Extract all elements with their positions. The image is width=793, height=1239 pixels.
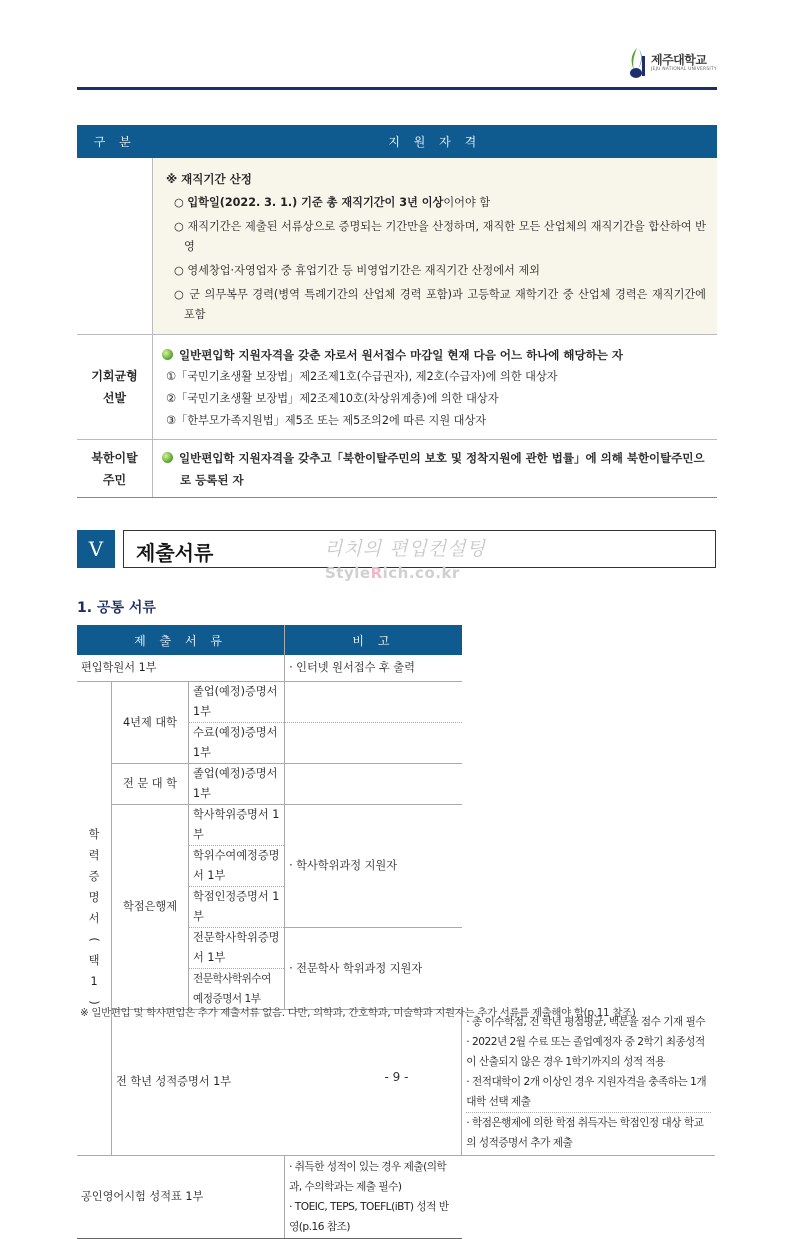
english-notes: · 취득한 성적이 있는 경우 제출(의학과, 수의학과는 제출 필수) · TOEIC, TEPS, TOEFL(iBT) 성적 반영(p.16 참조) bbox=[285, 1155, 462, 1238]
transcript-doc: 전 학년 성적증명서 1부 bbox=[112, 1010, 462, 1156]
col-header-remarks: 비 고 bbox=[285, 625, 462, 655]
tenure-item: ○ 영세창업·자영업자 중 휴업기간 등 비영업기간은 재직기간 산정에서 제외 bbox=[174, 264, 540, 277]
tenure-title: ※ 재직기간 산정 bbox=[166, 172, 252, 186]
application-note: · 인터넷 원서접수 후 출력 bbox=[285, 655, 462, 682]
cb-doc: 학점인정증명서 1부 bbox=[189, 887, 285, 928]
cb-note-bachelor: · 학사학위과정 지원자 bbox=[285, 805, 462, 928]
cb-note-associate: · 전문학사 학위과정 지원자 bbox=[285, 928, 462, 1010]
defector-main: 일반편입학 지원자격을 갖추고「북한이탈주민의 보호 및 정착지원에 관한 법률」에 의해 북한이탈주민으로 등록된 자 bbox=[162, 447, 706, 491]
section-title: 제출서류 bbox=[136, 541, 214, 565]
cb-doc: 전문학사학위수여예정증명서 1부 bbox=[189, 969, 285, 1010]
col-header-documents: 제 출 서 류 bbox=[77, 625, 285, 655]
category-opportunity: 기회균형 선발 bbox=[77, 335, 153, 440]
univ4-label: 4년제 대학 bbox=[112, 682, 189, 764]
complete-cert: 수료(예정)증명서 1부 bbox=[189, 723, 285, 764]
application-form: 편입학원서 1부 bbox=[77, 655, 285, 682]
college-label: 전 문 대 학 bbox=[112, 764, 189, 805]
empty-note bbox=[285, 723, 462, 764]
opportunity-item: ①「국민기초생활 보장법」제2조제1호(수급권자), 제2호(수급자)에 의한 대상자 bbox=[166, 370, 558, 383]
transcript-notes: · 총 이수학점, 전 학년 평점평균, 백분율 점수 기재 필수 · 2022년 2월 수료 또는 졸업예정자 중 2학기 최종성적이 산출되지 않은 경우 1학기까지의 성적 적용 · 전적대학이 2개 이상인 경우 지원자격을 충족하는 1개 대학 선택 제출 · 학점은행제에 의한 학점 취득자는 학점인정 대상 학교의 성적증명서 추가 제출 bbox=[462, 1010, 715, 1156]
documents-table bbox=[77, 625, 715, 1239]
opportunity-item: ②「국민기초생활 보장법」제2조제10호(차상위계층)에 의한 대상자 bbox=[166, 392, 499, 405]
empty-note bbox=[285, 682, 462, 723]
opportunity-item: ③「한부모가족지원법」제5조 또는 제5조의2에 따른 지원 대상자 bbox=[166, 414, 487, 427]
english-doc: 공인영어시험 성적표 1부 bbox=[77, 1155, 285, 1238]
tenure-item: ○ 재직기간은 제출된 서류상으로 증명되는 기간만을 산정하며, 재직한 모든 산업체의 재직기간을 합산하여 반영 bbox=[174, 220, 706, 253]
category-defector: 북한이탈 주민 bbox=[77, 440, 153, 498]
cb-doc: 학위수여예정증명서 1부 bbox=[189, 846, 285, 887]
university-name-en: JEJU NATIONAL UNIVERSITY bbox=[651, 66, 717, 72]
opportunity-criteria bbox=[153, 335, 718, 440]
university-name: 제주대학교 bbox=[651, 52, 707, 67]
degree-cert-group-label: 학 력 증 명 서 ( 택 1 ) bbox=[77, 682, 112, 1156]
col-header-category: 구 분 bbox=[77, 125, 153, 158]
footnote: ※ 일반편입 및 학사편입은 추가 제출서류 없음. 다만, 의학과, 간호학과, 미술학과 지원자는 추가 서류를 제출해야 함(p.11 참조) bbox=[80, 1007, 636, 1019]
empty-note bbox=[285, 764, 462, 805]
section-badge: V bbox=[77, 530, 115, 568]
cb-doc: 학사학위증명서 1부 bbox=[189, 805, 285, 846]
watermark-url: StyleRich.co.kr bbox=[325, 564, 460, 582]
cb-doc: 전문학사학위증명서 1부 bbox=[189, 928, 285, 969]
empty-category-cell bbox=[77, 158, 153, 335]
tenure-box bbox=[153, 158, 718, 335]
eligibility-table bbox=[77, 125, 717, 498]
college-cert: 졸업(예정)증명서 1부 bbox=[189, 764, 285, 805]
opportunity-main: 일반편입학 지원자격을 갖춘 자로서 원서접수 마감일 현재 다음 어느 하나에 해당하는 자 bbox=[162, 344, 710, 366]
page-number: - 9 - bbox=[384, 1070, 409, 1084]
university-logo bbox=[626, 44, 718, 82]
credit-bank-label: 학점은행제 bbox=[112, 805, 189, 1010]
header-rule bbox=[77, 87, 717, 90]
subsection-heading: 1. 공통 서류 bbox=[77, 600, 156, 616]
grad-cert: 졸업(예정)증명서 1부 bbox=[189, 682, 285, 723]
university-emblem-icon bbox=[626, 46, 648, 80]
watermark-text: 리치의 편입컨설팅 bbox=[324, 538, 486, 560]
bullet-icon bbox=[162, 452, 173, 463]
bullet-icon bbox=[162, 349, 173, 360]
col-header-eligibility: 지 원 자 격 bbox=[153, 125, 718, 158]
defector-criteria bbox=[153, 440, 718, 498]
tenure-item: ○ 입학일(2022. 3. 1.) 기준 총 재직기간이 3년 이상이어야 함 bbox=[174, 196, 491, 209]
tenure-item: ○ 군 의무복무 경력(병역 특례기간의 산업체 경력 포함)과 고등학교 재학기간 중 산업체 경력은 재직기간에 포함 bbox=[174, 288, 706, 321]
